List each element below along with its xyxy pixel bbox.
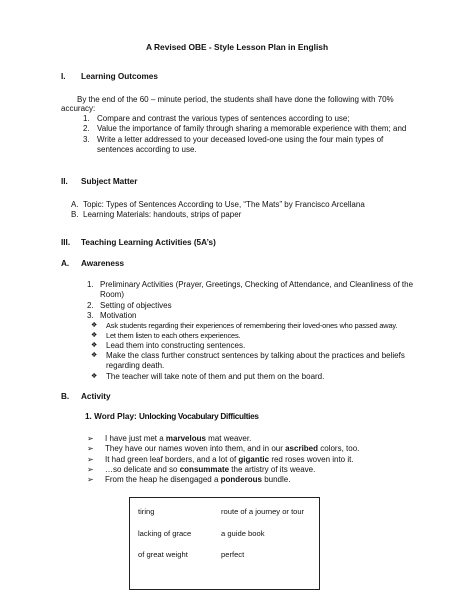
subsection-heading-awareness [61,259,124,268]
bullet-text: Ask students regarding their experiences of remembering their loved-ones who passed away. [106,321,398,330]
section-title: Teaching Learning Activities (5A’s) [81,238,216,247]
diamond-bullet-icon: ❖ [91,342,98,349]
vocab-word: gigantic [238,455,270,464]
sentence-part: It had green leaf borders, and a lot of [105,455,239,464]
arrow-bullet-icon: ➢ [87,475,94,484]
sentence-part: From the heap he disengaged a [105,475,221,484]
item-text: Compare and contrast the various types of sentences according to use; [97,114,350,123]
section-title: Subject Matter [81,177,138,186]
section-title: Learning Outcomes [81,72,158,81]
sentence-part: red roses woven into it. [269,455,354,464]
arrow-bullet-icon: ➢ [87,444,94,453]
vocab-definition: tiring [138,507,155,516]
bullet-text: Lead them into constructing sentences. [106,341,246,350]
item-number: 2. [83,124,90,133]
sentence-text [105,465,315,475]
vocab-definition: a guide book [221,529,265,538]
sentence-text [105,475,290,485]
vocab-word: marvelous [165,434,206,443]
bullet-text-cont: regarding death. [106,361,165,370]
vocab-definition: perfect [221,550,245,559]
outcomes-intro-cont: accuracy: [61,104,96,113]
item-text: Motivation [100,311,137,320]
sentence-text [105,434,251,444]
item-number: 1. [83,114,90,123]
sentence-part: colors, too. [318,444,360,453]
sentence-part: They have our names woven into them, and in our [105,444,286,453]
item-text: Value the importance of family through sharing a memorable experience with them; and [97,124,407,133]
section-heading-teaching-activities [61,238,216,247]
sentence-part: the artistry of its weave. [229,465,316,474]
item-number: 3. [87,311,94,320]
bullet-text: The teacher will take note of them and put them on the board. [106,372,325,381]
diamond-bullet-icon: ❖ [91,352,98,359]
word-play-heading [85,412,259,421]
section-heading-learning-outcomes [61,72,158,81]
subsection-title: Awareness [81,259,125,268]
section-heading-subject-matter [61,177,137,186]
item-number: 1. [87,280,94,289]
item-letter: A. [71,200,79,209]
outcomes-intro: By the end of the 60 – minute period, the students shall have done the following with 70% [77,95,394,104]
arrow-bullet-icon: ➢ [87,455,94,464]
section-numeral: II. [61,177,68,186]
vocab-word: ascribed [285,444,319,453]
sentence-text [105,455,354,465]
vocabulary-matching-table [129,497,320,590]
item-text: Write a letter addressed to your deceased loved-one using the four main types of [97,135,384,144]
diamond-bullet-icon: ❖ [91,322,98,329]
item-number: 3. [83,135,90,144]
heading-subtitle: Unlocking Vocabulary Difficulties [139,412,259,421]
subsection-title: Activity [81,392,111,401]
vocab-definition: of great weight [138,550,188,559]
item-letter: B. [71,210,79,219]
heading-label: Word Play: [94,412,137,421]
diamond-bullet-icon: ❖ [91,332,98,339]
item-text: Setting of objectives [100,301,172,310]
item-number: 2. [87,301,94,310]
vocab-definition: route of a journey or tour [221,507,305,516]
sentence-text [105,444,359,454]
sentence-part: mat weaver. [205,434,252,443]
heading-number: 1. [85,412,92,421]
section-numeral: III. [61,238,71,247]
sentence-part: bundle. [261,475,291,484]
item-text: Preliminary Activities (Prayer, Greetings, Checking of Attendance, and Cleanliness of the [100,280,414,289]
bullet-text: Let them listen to each others experiences. [106,331,241,340]
vocab-word: ponderous [220,475,262,484]
sentence-part: …so delicate and so [105,465,180,474]
vocab-definition: lacking of grace [138,529,192,538]
subsection-letter: B. [61,392,70,401]
section-numeral: I. [61,72,66,81]
document-title: A Revised OBE - Style Lesson Plan in English [145,42,329,52]
subsection-heading-activity [61,392,111,401]
awareness-item-cont: Room) [100,290,125,299]
sentence-part: I have just met a [105,434,166,443]
outcome-item-cont: sentences according to use. [97,145,197,154]
item-text: Topic: Types of Sentences According to Use, “The Mats” by Francisco Arcellana [83,200,365,209]
item-text: Learning Materials: handouts, strips of paper [83,210,242,219]
vocab-word: consummate [179,465,230,474]
bullet-text: Make the class further construct sentences by talking about the practices and beliefs [106,351,405,360]
subsection-letter: A. [61,259,70,268]
arrow-bullet-icon: ➢ [87,465,94,474]
arrow-bullet-icon: ➢ [87,434,94,443]
diamond-bullet-icon: ❖ [91,373,98,380]
